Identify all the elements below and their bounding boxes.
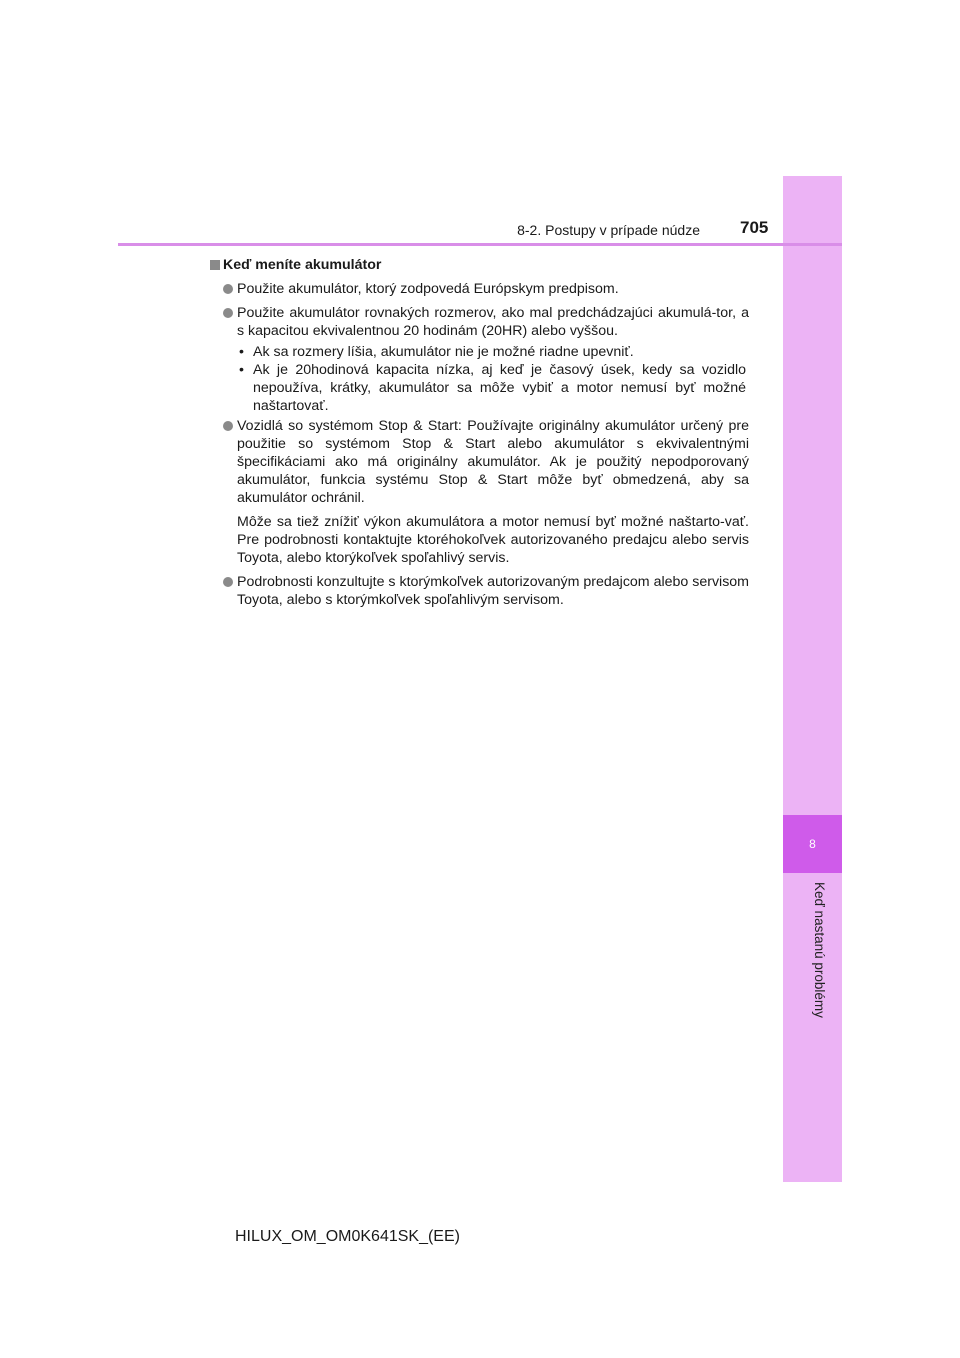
- circle-bullet-icon: [223, 284, 233, 294]
- sub-list-item: [237, 361, 749, 415]
- sub-bullet-mark: •: [239, 362, 244, 378]
- main-content: [210, 256, 749, 615]
- circle-bullet-icon: [223, 577, 233, 587]
- list-item: [210, 304, 749, 340]
- header-divider: [118, 243, 842, 246]
- list-item-text: Použite akumulátor, ktorý zodpovedá Európskym predpisom.: [237, 281, 619, 297]
- sub-bullet-mark: •: [239, 344, 244, 360]
- chapter-number: 8: [809, 837, 816, 851]
- page-number: 705: [740, 218, 769, 237]
- heading-text: Keď meníte akumulátor: [223, 257, 382, 273]
- side-tab: [783, 176, 842, 1182]
- chapter-title-vertical: Keď nastanú problémy: [812, 882, 827, 1018]
- sub-list-item-text: Ak je 20hodinová kapacita nízka, aj keď je časový úsek, kedy sa vozidlo nepoužíva, krátky, akumulátor sa môže vybiť a motor nemusí byť možné naštartovať.: [253, 362, 746, 414]
- list-item-text: Podrobnosti konzultujte s ktorýmkoľvek autorizovaným predajcom alebo servisom Toyota, alebo s ktorýmkoľvek spoľahlivým servisom.: [237, 574, 749, 608]
- list-item: [210, 573, 749, 609]
- list-item-text: Použite akumulátor rovnakých rozmerov, ako mal predchádzajúci akumulá-tor, a s kapacitou ekvivalentnou 20 hodinám (20HR) alebo vyššou.: [237, 305, 749, 339]
- note-paragraph: Môže sa tiež znížiť výkon akumulátora a motor nemusí byť možné naštarto-vať. Pre podrobnosti kontaktujte ktoréhokoľvek autorizovaného predajcu alebo servis Toyota, alebo ktorýkoľvek spoľahlivý servis.: [237, 514, 749, 566]
- document-code: HILUX_OM_OM0K641SK_(EE): [235, 1228, 460, 1245]
- sub-list-item: [237, 343, 749, 361]
- chapter-number-tab: [783, 815, 842, 873]
- section-title: 8-2. Postupy v prípade núdze: [517, 222, 700, 238]
- section-heading: [210, 256, 749, 274]
- list-item: [210, 280, 749, 298]
- circle-bullet-icon: [223, 421, 233, 431]
- circle-bullet-icon: [223, 308, 233, 318]
- sub-list-item-text: Ak sa rozmery líšia, akumulátor nie je možné riadne upevniť.: [253, 344, 634, 360]
- square-bullet-icon: [210, 260, 220, 270]
- list-item-text: Vozidlá so systémom Stop & Start: Používajte originálny akumulátor určený pre použitie so systémom Stop & Start alebo akumulátor s ekvivalentnými špecifikáciami ako má originálny akumulátor. Ak je použitý nepodporovaný akumulátor, funkcia systému Stop & Start môže byť obmedzená, aby sa akumulátor ochránil.: [237, 418, 749, 506]
- list-item: [210, 417, 749, 507]
- sub-list: [210, 343, 749, 415]
